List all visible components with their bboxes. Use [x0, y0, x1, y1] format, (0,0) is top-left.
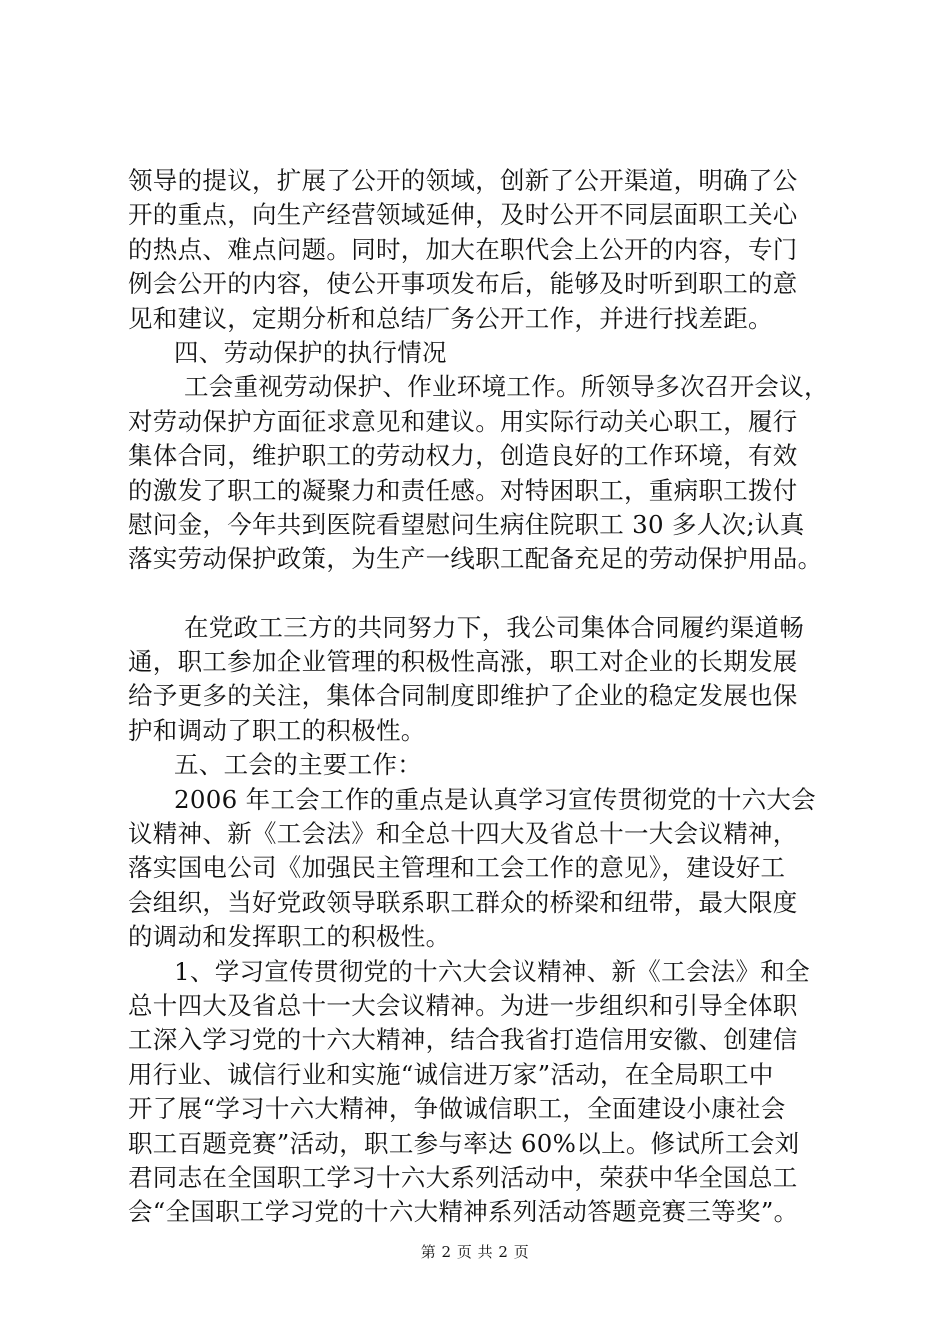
text-line: 的调动和发挥职工的积极性。 [128, 922, 451, 952]
text-line: 落实国电公司《加强民主管理和工会工作的意见》，建设好工 [128, 853, 786, 883]
text-line: 通，职工参加企业管理的积极性高涨，职工对企业的长期发展 [128, 647, 798, 677]
paragraph-publicity [128, 164, 858, 336]
text-line: 职工百题竞赛”活动，职工参与率达 60%以上。修试所工会刘 [128, 1128, 800, 1158]
text-line: 在党政工三方的共同努力下，我公司集体合同履约渠道畅 [184, 612, 804, 642]
text-line: 对劳动保护方面征求意见和建议。用实际行动关心职工，履行 [128, 406, 798, 436]
text-line: 的激发了职工的凝聚力和责任感。对特困职工，重病职工拨付 [128, 475, 798, 505]
text-line: 慰问金，今年共到医院看望慰问生病住院职工 30 多人次;认真 [128, 509, 805, 539]
paragraph-spacer [128, 577, 858, 611]
text-line: 开的重点，向生产经营领域延伸，及时公开不同层面职工关心 [128, 200, 798, 230]
text-line: 例会公开的内容，使公开事项发布后，能够及时听到职工的意 [128, 269, 798, 299]
text-line: 给予更多的关注，集体合同制度即维护了企业的稳定发展也保 [128, 681, 798, 711]
text-line: 2006 年工会工作的重点是认真学习宣传贯彻党的十六大会 [174, 784, 817, 814]
text-line: 总十四大及省总十一大会议精神。为进一步组织和引导全体职 [128, 990, 798, 1020]
section-heading-main-work: 五、工会的主要工作： [174, 750, 422, 780]
document-body [128, 164, 858, 1230]
text-line: 君同志在全国职工学习十六大系列活动中，荣获中华全国总工 [128, 1162, 798, 1192]
text-line: 护和调动了职工的积极性。 [128, 715, 426, 745]
paragraph-2006-focus [128, 783, 858, 955]
text-line: 见和建议，定期分析和总结厂务公开工作，并进行找差距。 [128, 303, 773, 333]
paragraph-labor-protection [128, 370, 858, 576]
paragraph-collective-contract [128, 611, 858, 749]
page-number-footer: 第 2 页 共 2 页 [420, 1243, 530, 1261]
text-line: 会组织，当好党政领导联系职工群众的桥梁和纽带，最大限度 [128, 887, 798, 917]
section-heading-labor-protection: 四、劳动保护的执行情况 [174, 337, 447, 367]
text-line: 会“全国职工学习党的十六大精神系列活动答题竞赛三等奖”。 [128, 1197, 799, 1227]
text-line: 集体合同，维护职工的劳动权力，创造良好的工作环境，有效 [128, 441, 798, 471]
text-line: 议精神、新《工会法》和全总十四大及省总十一大会议精神， [128, 819, 798, 849]
text-line: 工深入学习党的十六大精神，结合我省打造信用安徽、创建信 [128, 1025, 798, 1055]
text-line: 开了展“学习十六大精神，争做诚信职工，全面建设小康社会 [128, 1094, 786, 1124]
text-line: 领导的提议，扩展了公开的领域，创新了公开渠道，明确了公 [128, 166, 798, 195]
text-line: 工会重视劳动保护、作业环境工作。所领导多次召开会议， [184, 372, 829, 402]
text-line: 落实劳动保护政策，为生产一线职工配备充足的劳动保护用品。 [128, 544, 823, 574]
paragraph-study-item-1 [128, 955, 858, 1230]
text-line: 的热点、难点问题。同时，加大在职代会上公开的内容，专门 [128, 234, 798, 264]
text-line: 1、学习宣传贯彻党的十六大会议精神、新《工会法》和全 [174, 956, 810, 986]
text-line: 用行业、诚信行业和实施“诚信进万家”活动，在全局职工中 [128, 1059, 774, 1089]
